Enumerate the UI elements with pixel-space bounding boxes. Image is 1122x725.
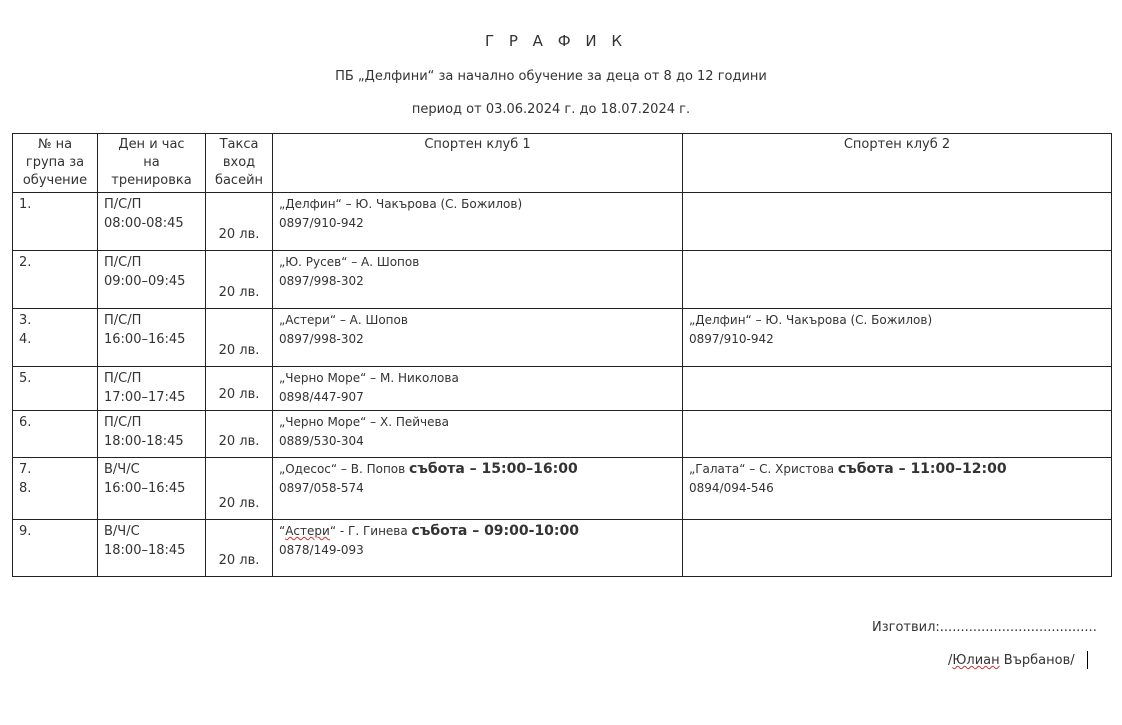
group-number: 4. [19,332,32,347]
club1-cell [273,251,683,309]
header-text: вход [222,155,256,170]
header-text: на [143,155,160,170]
header-sport-club-2: Спортен клуб 2 [683,134,1112,193]
day-time-cell [98,309,206,367]
club-extra-time: събота – 15:00–16:00 [409,461,578,477]
fee-cell: 20 лв. [206,193,273,251]
group-number-cell [13,309,98,367]
club-name-quote: “ [279,524,286,538]
signature-slash: / [948,653,953,668]
signature-line: ...................................... [939,620,1097,635]
group-number: 6. [19,415,32,430]
club-name: „Одесос“ – В. Попов [279,462,410,476]
club-name: „Черно Море“ – М. Николова [279,371,459,385]
table-row [13,251,1112,309]
club-phone: 0894/094-546 [689,481,774,495]
club2-cell [683,367,1112,411]
club-phone: 0897/910-942 [279,216,364,230]
group-number: 3. [19,313,32,328]
header-pool-fee [206,134,273,193]
table-row [13,309,1112,367]
time: 18:00-18:45 [104,434,184,449]
club1-cell [273,411,683,458]
club-name: „Черно Море“ – Х. Пейчева [279,415,449,429]
signature-first-name: Юлиан [952,653,1000,668]
header-text: обучение [22,173,88,188]
club2-cell [683,251,1112,309]
fee-cell: 20 лв. [206,309,273,367]
fee-cell: 20 лв. [206,367,273,411]
prepared-label: Изготвил: [872,620,940,635]
group-number: 5. [19,371,32,386]
header-text: басейн [214,173,264,188]
club-name: “ - Г. Гинева [329,524,412,538]
group-number-cell [13,193,98,251]
days: П/С/П [104,415,142,430]
club1-cell [273,309,683,367]
club1-cell [273,458,683,520]
header-sport-club-1: Спортен клуб 1 [273,134,683,193]
document-period: период от 03.06.2024 г. до 18.07.2024 г. [411,102,691,117]
header-group-number [13,134,98,193]
club-phone: 0897/058-574 [279,481,364,495]
club1-cell [273,193,683,251]
time: 16:00–16:45 [104,332,186,347]
group-number-cell [13,251,98,309]
document-title: Г Р А Ф И К [484,32,628,50]
group-number: 7. [19,462,32,477]
fee-cell: 20 лв. [206,411,273,458]
club2-cell [683,458,1112,520]
table-row [13,367,1112,411]
club2-cell [683,411,1112,458]
club2-cell [683,520,1112,577]
club-phone: 0897/998-302 [279,274,364,288]
group-number-cell [13,411,98,458]
days: П/С/П [104,255,142,270]
club-name: „Астери“ – А. Шопов [279,313,408,327]
group-number: 2. [19,255,32,270]
club-extra-time: събота – 09:00-10:00 [411,523,580,539]
group-number: 9. [19,524,32,539]
day-time-cell [98,251,206,309]
time: 17:00–17:45 [104,390,186,405]
club-phone: 0897/998-302 [279,332,364,346]
club1-cell [273,367,683,411]
group-number-cell [13,520,98,577]
club-phone: 0878/149-093 [279,543,364,557]
day-time-cell [98,411,206,458]
club-name: „Делфин“ – Ю. Чакърова (С. Божилов) [279,197,523,211]
days: П/С/П [104,371,142,386]
day-time-cell [98,193,206,251]
table-row [13,411,1112,458]
document-subtitle: ПБ „Делфини“ за начално обучение за деца от 8 до 12 години [335,69,767,84]
day-time-cell [98,367,206,411]
group-number-cell [13,367,98,411]
time: 09:00–09:45 [104,274,186,289]
signature-last-name: Върбанов/ [999,653,1075,668]
table-row [13,520,1112,577]
table-row [13,193,1112,251]
club-phone: 0898/447-907 [279,390,364,404]
signature-name [948,653,1075,668]
club-name: „Делфин“ – Ю. Чакърова (С. Божилов) [689,313,933,327]
days: В/Ч/С [104,524,140,539]
fee-cell: 20 лв. [206,458,273,520]
club-extra-time: събота – 11:00–12:00 [837,461,1007,477]
header-day-time [98,134,206,193]
header-text: тренировка [111,173,192,188]
club-name: „Галата“ – С. Христова [689,462,838,476]
fee-cell: 20 лв. [206,251,273,309]
header-text: група за [25,155,85,170]
fee-cell: 20 лв. [206,520,273,577]
time: 08:00-08:45 [104,216,184,231]
header-text: Такса [219,137,259,152]
time: 16:00–16:45 [104,481,186,496]
days: В/Ч/С [104,462,140,477]
text-cursor [1087,651,1088,669]
table-row [13,458,1112,520]
group-number: 8. [19,481,32,496]
club-phone: 0889/530-304 [279,434,364,448]
days: П/С/П [104,197,142,212]
club-phone: 0897/910-942 [689,332,774,346]
schedule-table [12,133,1112,577]
group-number-cell [13,458,98,520]
club2-cell [683,193,1112,251]
header-text: № на [37,137,73,152]
group-number: 1. [19,197,32,212]
header-text: Ден и час [118,137,185,152]
day-time-cell [98,458,206,520]
prepared-by [872,620,1097,635]
time: 18:00–18:45 [104,543,186,558]
club1-cell [273,520,683,577]
club-name: „Ю. Русев“ – А. Шопов [279,255,420,269]
day-time-cell [98,520,206,577]
table-header-row [13,134,1112,193]
club-name-spellcheck: Астери [285,524,330,538]
days: П/С/П [104,313,142,328]
club2-cell [683,309,1112,367]
